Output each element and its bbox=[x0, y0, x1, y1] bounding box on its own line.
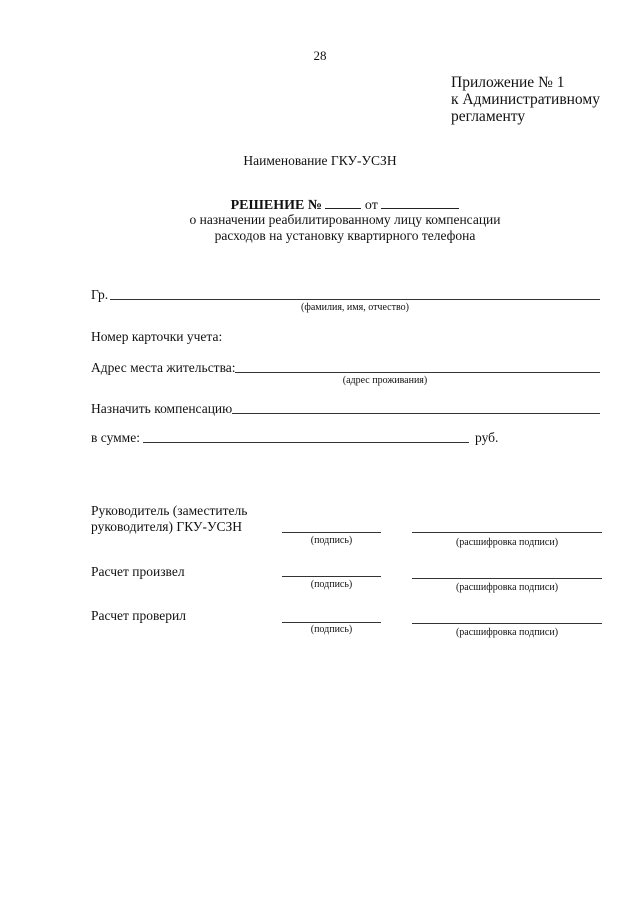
sum-label: в сумме: bbox=[91, 430, 140, 445]
checked-decoding-hint: (расшифровка подписи) bbox=[455, 627, 559, 638]
decision-date-label: от bbox=[364, 198, 378, 213]
checked-by-label: Расчет проверил bbox=[91, 608, 187, 623]
calculated-signature-hint: (подпись) bbox=[310, 579, 353, 590]
calculated-decoding-hint: (расшифровка подписи) bbox=[455, 582, 559, 593]
head-decoding-field[interactable] bbox=[412, 532, 602, 533]
calculated-decoding-field[interactable] bbox=[412, 578, 602, 579]
citizen-name-hint: (фамилия, имя, отчество) bbox=[301, 302, 409, 313]
annex-line-2: к Административному bbox=[451, 91, 600, 108]
organization-name: Наименование ГКУ-УСЗН bbox=[243, 153, 397, 168]
annex-heading bbox=[451, 74, 600, 125]
annex-line-3: регламенту bbox=[451, 108, 526, 125]
compensation-field[interactable] bbox=[232, 413, 600, 414]
subtitle-line-1: о назначении реабилитированному лицу компенсации bbox=[189, 212, 501, 227]
sum-field[interactable] bbox=[143, 442, 469, 443]
citizen-name-field[interactable] bbox=[110, 299, 600, 300]
calculated-by-label: Расчет произвел bbox=[91, 564, 185, 579]
checked-signature-hint: (подпись) bbox=[310, 624, 353, 635]
checked-decoding-field[interactable] bbox=[412, 623, 602, 624]
decision-subtitle bbox=[0, 212, 640, 244]
citizen-label: Гр. bbox=[91, 287, 109, 302]
currency-label: руб. bbox=[475, 430, 499, 445]
card-number-label: Номер карточки учета: bbox=[91, 329, 223, 344]
head-label-line-2: руководителя) ГКУ-УСЗН bbox=[91, 519, 243, 534]
head-label bbox=[91, 503, 247, 535]
address-field[interactable] bbox=[235, 372, 600, 373]
decision-title-text: РЕШЕНИЕ № bbox=[230, 198, 322, 213]
decision-number-blank[interactable] bbox=[325, 196, 361, 209]
page-number: 28 bbox=[313, 48, 327, 63]
annex-line-1: Приложение № 1 bbox=[451, 74, 565, 91]
decision-date-blank[interactable] bbox=[381, 196, 459, 209]
compensation-label: Назначить компенсацию bbox=[91, 401, 233, 416]
calculated-signature-field[interactable] bbox=[282, 576, 381, 577]
checked-signature-field[interactable] bbox=[282, 622, 381, 623]
address-label: Адрес места жительства: bbox=[91, 360, 236, 375]
address-hint: (адрес проживания) bbox=[342, 375, 428, 386]
head-signature-hint: (подпись) bbox=[310, 535, 353, 546]
head-decoding-hint: (расшифровка подписи) bbox=[455, 537, 559, 548]
subtitle-line-2: расходов на установку квартирного телефона bbox=[214, 228, 476, 243]
head-signature-field[interactable] bbox=[282, 532, 381, 533]
head-label-line-1: Руководитель (заместитель bbox=[91, 503, 248, 518]
